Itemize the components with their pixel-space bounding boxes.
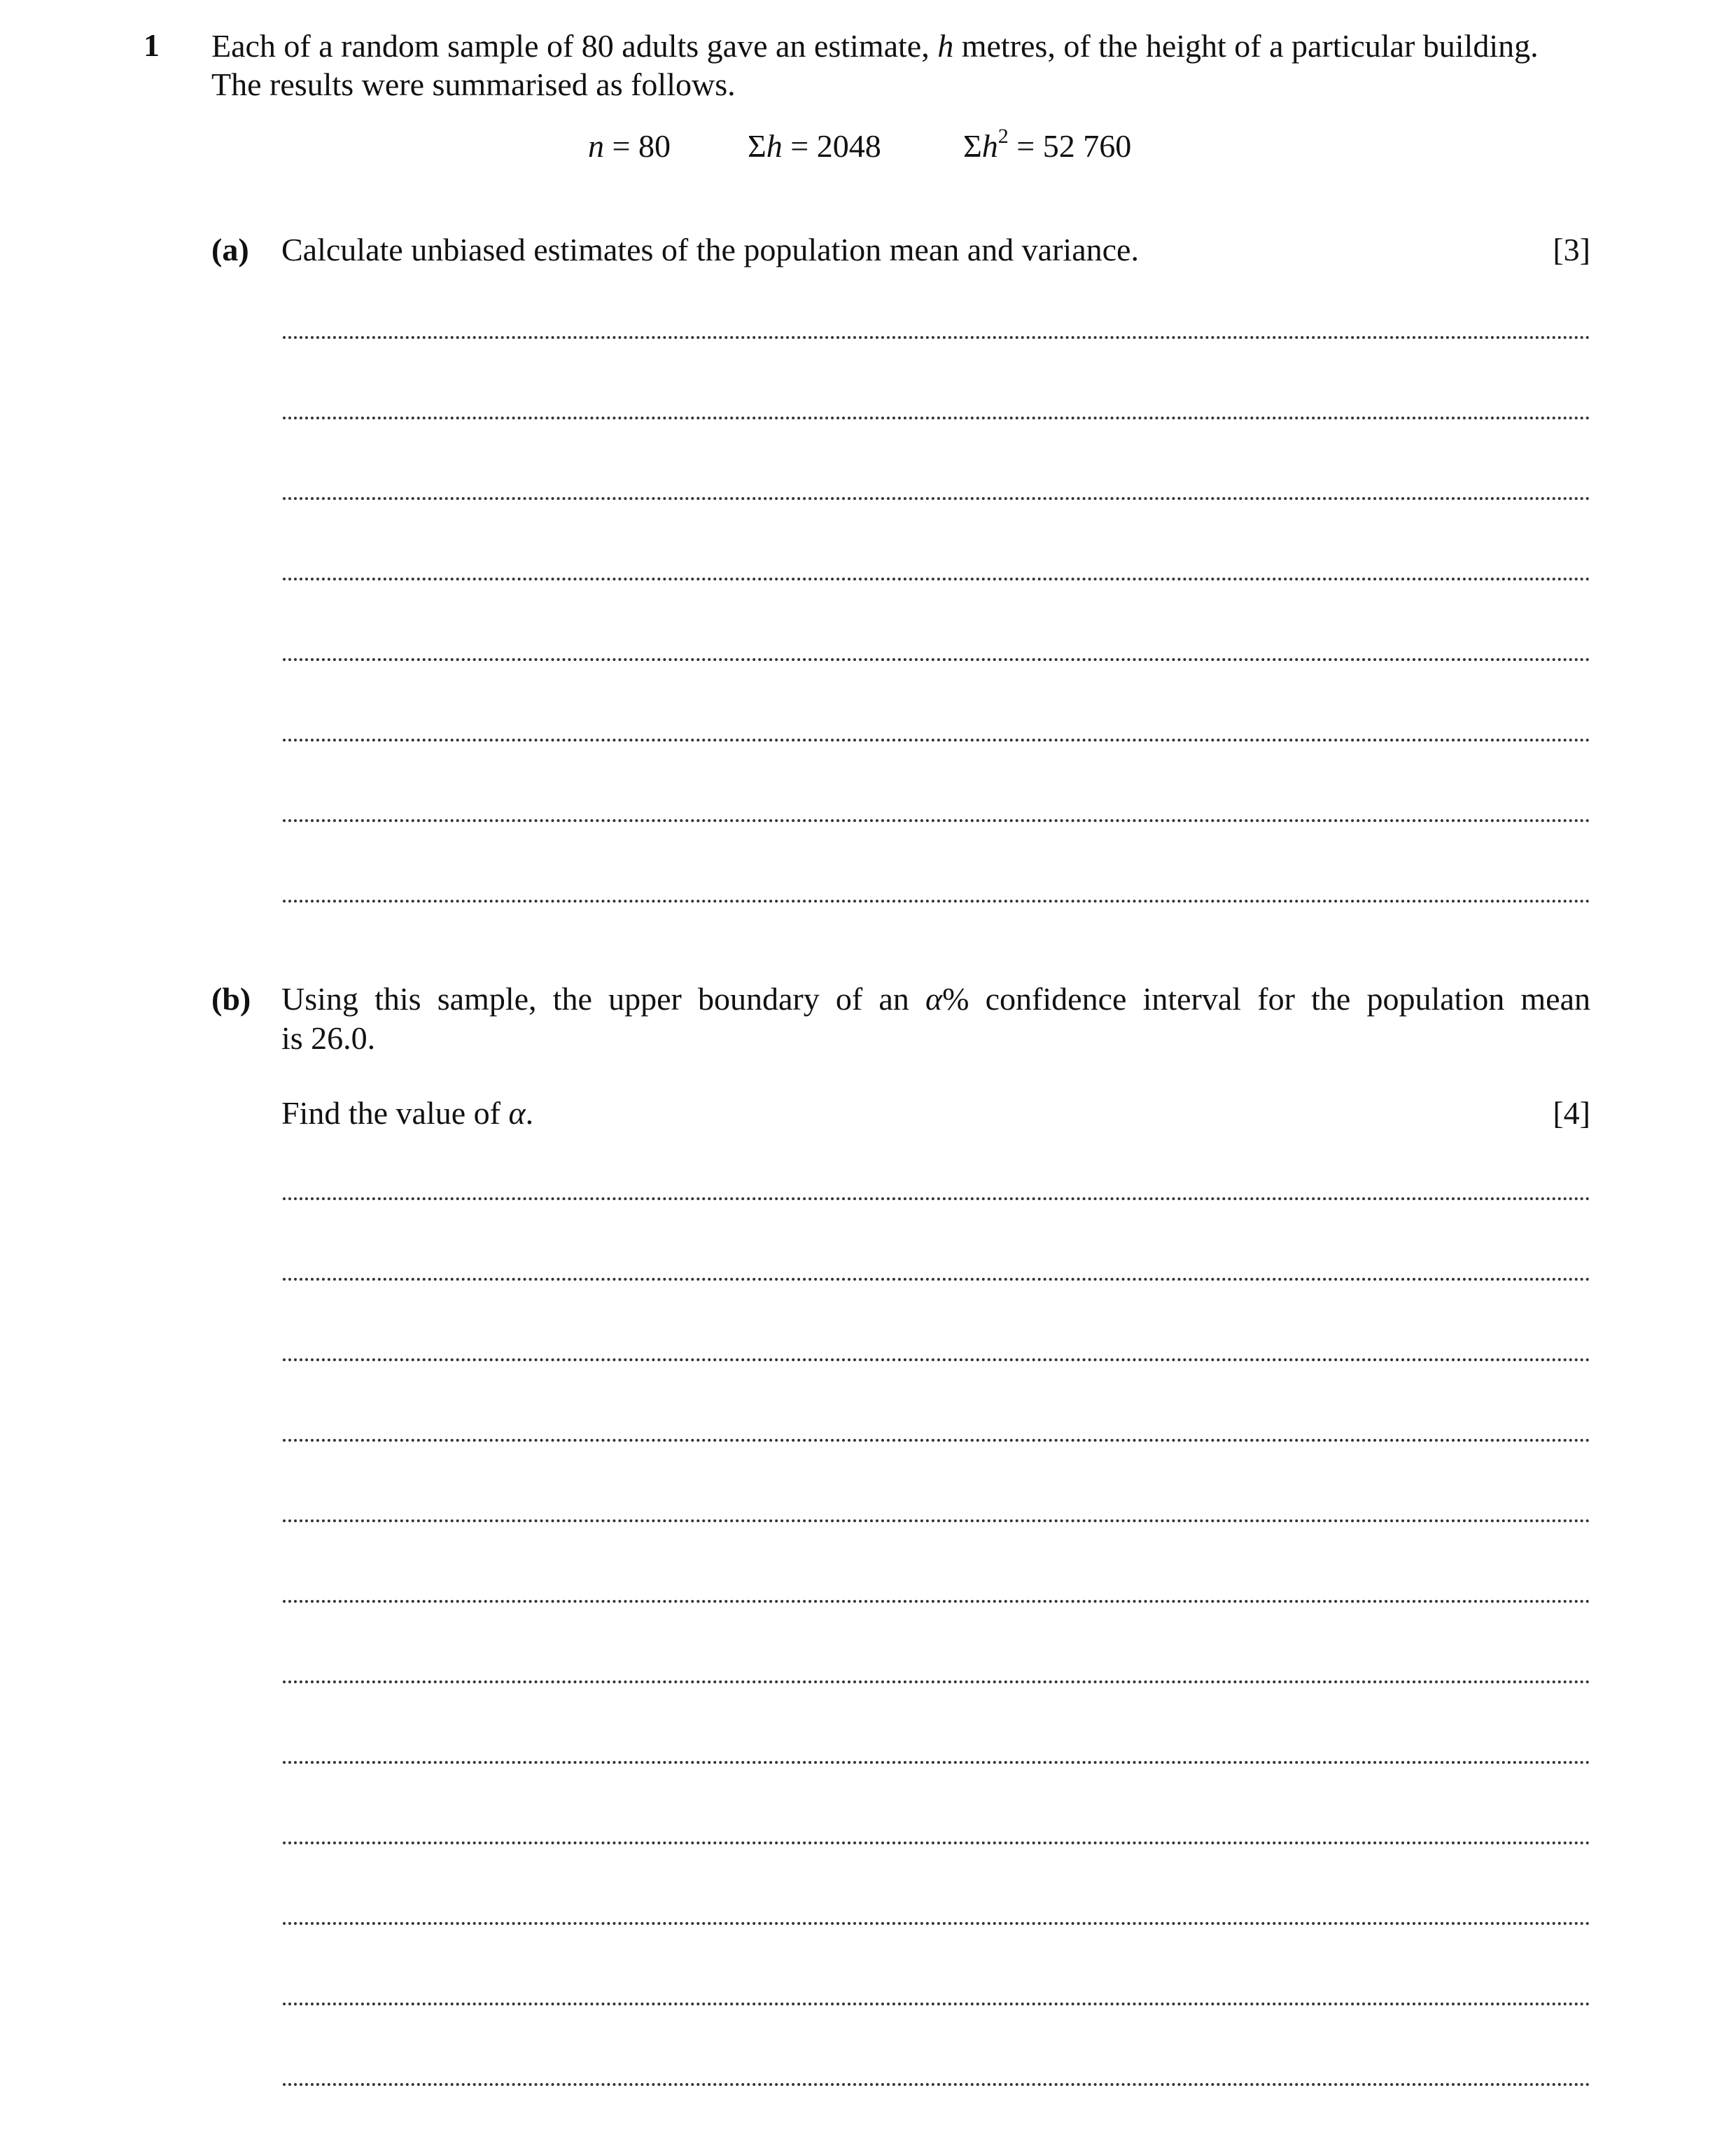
- answer-line[interactable]: [283, 1439, 1590, 1442]
- part-b-find-period: .: [525, 1095, 534, 1131]
- intro-text-line2: The results were summarised as follows.: [211, 67, 736, 102]
- stat-sumsq-power: 2: [997, 125, 1009, 148]
- answer-line[interactable]: [283, 1922, 1590, 1925]
- answer-line[interactable]: [283, 2003, 1590, 2005]
- answer-line[interactable]: [283, 1358, 1590, 1361]
- stat-n-symbol: n: [588, 128, 604, 164]
- part-b-text: [281, 980, 1590, 1017]
- answer-line[interactable]: [283, 1519, 1590, 1522]
- answer-line[interactable]: [283, 2083, 1590, 2086]
- stat-sum-symbol: Σ: [748, 128, 766, 164]
- answer-line[interactable]: [283, 497, 1590, 500]
- part-b-marks: [4]: [1553, 1095, 1590, 1131]
- part-b-text-post: % confidence interval for the population mean: [942, 981, 1590, 1017]
- part-b-label: (b): [211, 981, 251, 1017]
- part-b-find-text: Find the value of: [281, 1095, 509, 1131]
- part-a-marks: [3]: [1553, 232, 1590, 267]
- answer-line[interactable]: [283, 578, 1590, 580]
- answer-line[interactable]: [283, 819, 1590, 822]
- part-b-text-pre: Using this sample, the upper boundary of an: [281, 981, 925, 1017]
- part-b-instruction: [281, 1094, 533, 1132]
- part-a-text: Calculate unbiased estimates of the population mean and variance.: [281, 232, 1139, 267]
- question-intro: [211, 27, 1590, 104]
- answer-line[interactable]: [283, 739, 1590, 742]
- stat-sum-squares: [963, 127, 1131, 165]
- answer-line[interactable]: [283, 417, 1590, 419]
- answer-line[interactable]: [283, 1197, 1590, 1200]
- stat-n-value: = 80: [604, 128, 671, 164]
- intro-variable: h: [937, 28, 954, 64]
- answer-line[interactable]: [283, 658, 1590, 661]
- answer-line[interactable]: [283, 1761, 1590, 1764]
- stat-sum-var: h: [766, 128, 783, 164]
- answer-line[interactable]: [283, 336, 1590, 339]
- question-number: 1: [144, 27, 160, 63]
- answer-line[interactable]: [283, 1842, 1590, 1844]
- part-a-label: (a): [211, 232, 249, 267]
- answer-line[interactable]: [283, 900, 1590, 903]
- stat-sumsq-var: h: [981, 128, 998, 164]
- stat-sumsq-value: = 52 760: [1008, 128, 1132, 164]
- stat-n: [588, 127, 671, 165]
- answer-line[interactable]: [283, 1278, 1590, 1281]
- intro-text: Each of a random sample of 80 adults gave an estimate,: [211, 28, 938, 64]
- part-b-find-alpha: α: [508, 1095, 526, 1131]
- stat-sum: [748, 127, 881, 165]
- answer-line[interactable]: [283, 1680, 1590, 1683]
- stat-sum-value: = 2048: [782, 128, 881, 164]
- stat-sumsq-symbol: Σ: [963, 128, 982, 164]
- answer-line[interactable]: [283, 1600, 1590, 1603]
- part-b-alpha: α: [925, 981, 943, 1017]
- part-b-text-line2: is 26.0.: [281, 1020, 376, 1056]
- intro-text-rest: metres, of the height of a particular building.: [953, 28, 1539, 64]
